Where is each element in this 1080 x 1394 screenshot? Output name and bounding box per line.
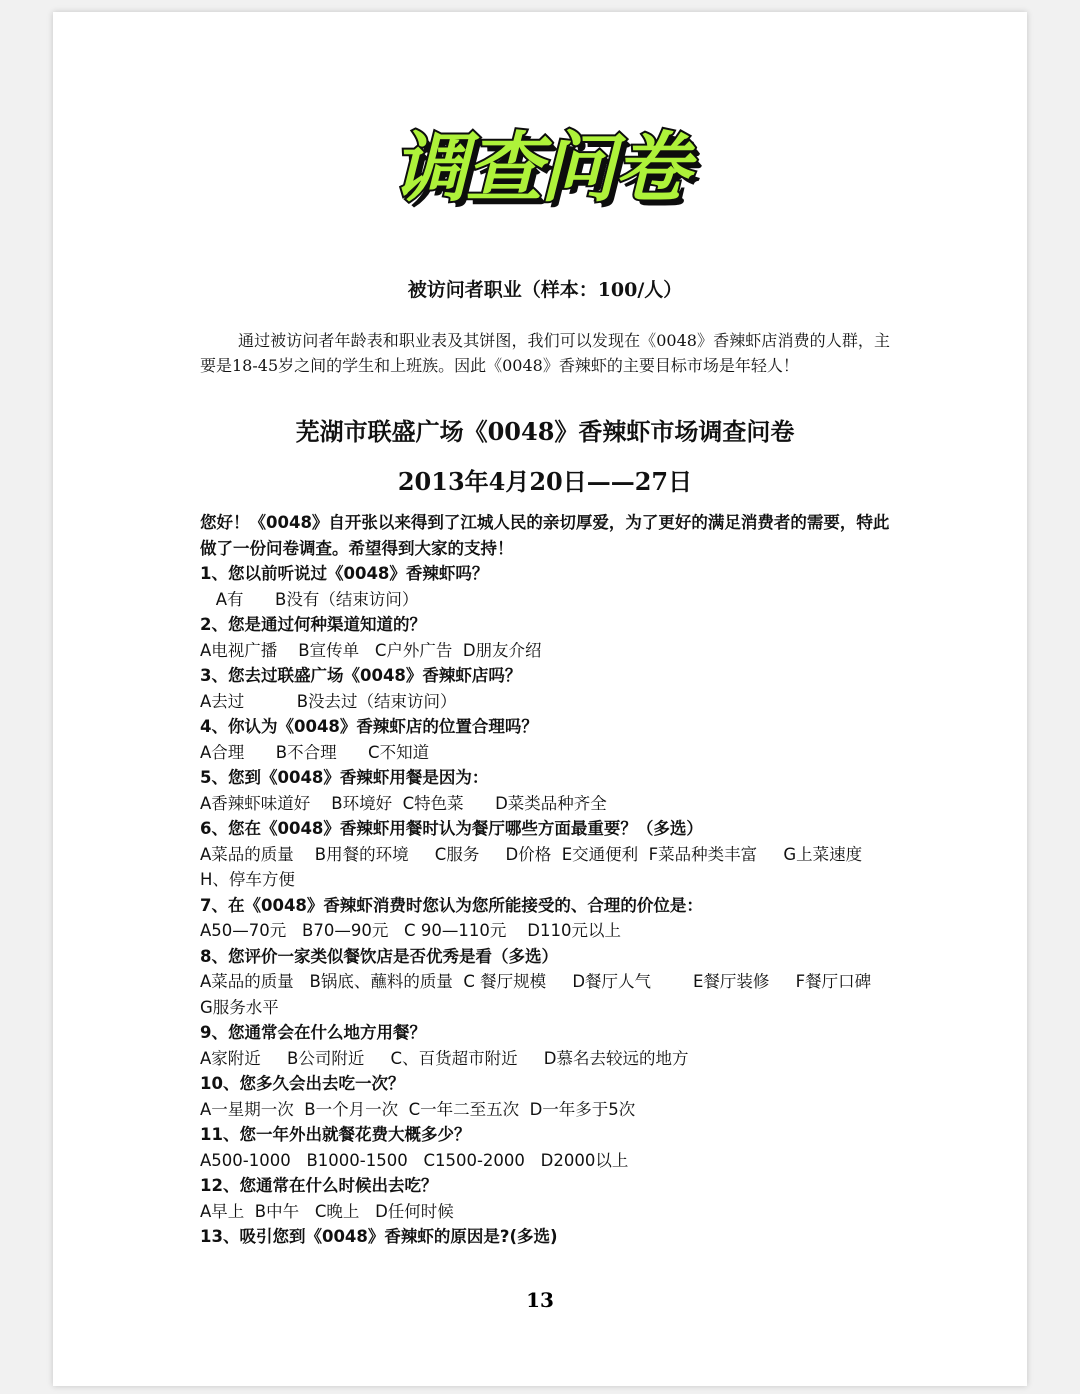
question-title: 5、您到《0048》香辣虾用餐是因为： bbox=[200, 768, 489, 787]
question-options: A家附近 B公司附近 C、百货超市附近 D慕名去较远的地方 bbox=[200, 1048, 689, 1068]
question-title: 11、您一年外出就餐花费大概多少？ bbox=[200, 1125, 471, 1144]
question-2 bbox=[200, 612, 890, 663]
question-title: 4、你认为《0048》香辣虾店的位置合理吗？ bbox=[200, 717, 538, 736]
page-number: 13 bbox=[526, 1288, 554, 1312]
question-title: 13、吸引您到《0048》香辣虾的原因是?(多选) bbox=[200, 1227, 558, 1246]
page-content bbox=[200, 276, 898, 1250]
question-options: A50—70元 B70—90元 C 90—110元 D110元以上 bbox=[200, 921, 621, 940]
question-options: A电视广播 B宣传单 C户外广告 D朋友介绍 bbox=[200, 640, 542, 660]
question-11 bbox=[200, 1122, 890, 1173]
occupation-subheading: 被访问者职业（样本：100/人） bbox=[407, 279, 683, 301]
question-3 bbox=[200, 663, 890, 714]
question-8 bbox=[200, 944, 898, 1021]
document-page bbox=[53, 12, 1027, 1386]
question-options: A早上 B中午 C晚上 D任何时候 bbox=[200, 1201, 454, 1221]
greeting-text: 您好！《0048》自开张以来得到了江城人民的亲切厚爱，为了更好的满足消费者的需要，特此做了一份问卷调查。希望得到大家的支持！ bbox=[200, 513, 890, 558]
question-title: 9、您通常会在什么地方用餐？ bbox=[200, 1023, 426, 1042]
question-12 bbox=[200, 1173, 890, 1224]
question-title: 7、在《0048》香辣虾消费时您认为您所能接受的、合理的价位是： bbox=[200, 895, 703, 915]
question-title: 6、您在《0048》香辣虾用餐时认为餐厅哪些方面最重要？（多选） bbox=[200, 819, 703, 838]
question-9 bbox=[200, 1020, 890, 1071]
question-7 bbox=[200, 893, 890, 944]
question-title: 10、您多久会出去吃一次？ bbox=[200, 1074, 405, 1093]
question-1 bbox=[200, 561, 890, 612]
question-options: A香辣虾味道好 B环境好 C特色菜 D菜类品种齐全 bbox=[200, 793, 607, 813]
question-options: A菜品的质量 B锅底、蘸料的质量 C 餐厅规模 D餐厅人气 E餐厅装修 F餐厅口碑 G服务水平 bbox=[200, 972, 898, 1017]
question-title: 8、您评价一家类似餐饮店是否优秀是看（多选） bbox=[200, 946, 558, 966]
question-title: 2、您是通过何种渠道知道的？ bbox=[200, 615, 426, 634]
question-13 bbox=[200, 1224, 890, 1250]
question-options: A有 B没有（结束访问） bbox=[200, 589, 419, 609]
question-10 bbox=[200, 1071, 890, 1122]
banner-title: 调查问卷 bbox=[392, 123, 688, 212]
question-5 bbox=[200, 765, 890, 816]
question-options: A500-1000 B1000-1500 C1500-2000 D2000以上 bbox=[200, 1150, 629, 1170]
intro-paragraph: 通过被访问者年龄表和职业表及其饼图，我们可以发现在《0048》香辣虾店消费的人群，主要是18-45岁之间的学生和上班族。因此《0048》香辣虾的主要目标市场是年轻人！ bbox=[200, 331, 890, 375]
question-6 bbox=[200, 816, 890, 893]
question-options: A去过 B没去过（结束访问） bbox=[200, 691, 457, 711]
question-4 bbox=[200, 714, 890, 765]
question-title: 12、您通常在什么时候出去吃？ bbox=[200, 1176, 438, 1195]
question-title: 3、您去过联盛广场《0048》香辣虾店吗？ bbox=[200, 666, 522, 685]
question-options: A菜品的质量 B用餐的环境 C服务 D价格 E交通便利 F菜品种类丰富 G上菜速度 H、停车方便 bbox=[200, 844, 889, 889]
question-options: A合理 B不合理 C不知道 bbox=[200, 742, 430, 762]
survey-date: 2013年4月20日——27日 bbox=[397, 467, 693, 496]
question-title: 1、您以前听说过《0048》香辣虾吗？ bbox=[200, 564, 489, 583]
survey-title: 芜湖市联盛广场《0048》香辣虾市场调查问卷 bbox=[295, 417, 795, 446]
question-options: A一星期一次 B一个月一次 C一年二至五次 D一年多于5次 bbox=[200, 1099, 636, 1119]
